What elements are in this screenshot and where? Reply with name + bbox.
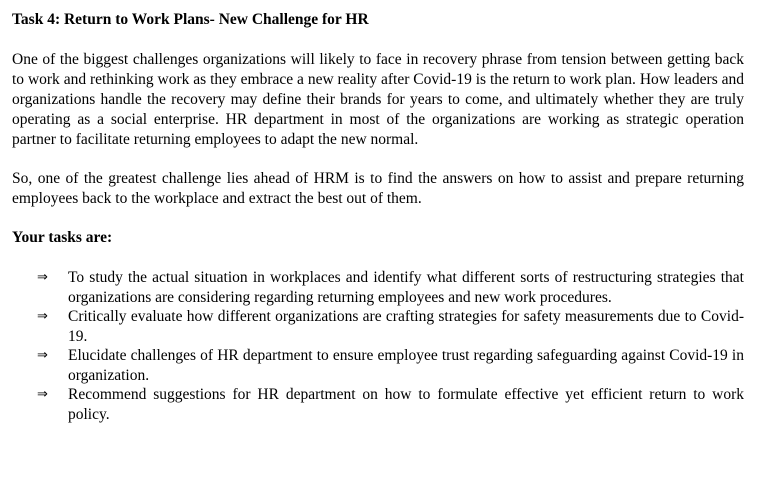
task-text: Elucidate challenges of HR department to ensure employee trust regarding safeguarding against Covid-19 in organization.	[68, 347, 744, 384]
list-item	[12, 346, 744, 385]
arrow-bullet-icon: ⇒	[37, 270, 48, 285]
arrow-bullet-icon: ⇒	[37, 309, 48, 324]
task-text: Recommend suggestions for HR department on how to formulate effective yet efficient return to work policy.	[68, 386, 744, 423]
intro-paragraph: One of the biggest challenges organizations will likely to face in recovery phrase from tension between getting back to work and rethinking work as they embrace a new reality after Covid-19 is the return to work plan. How leaders and organizations handle the recovery may define their brands for years to come, and ultimately whether they are truly operating as a social enterprise. HR department in most of the organizations are working as strategic operation partner to facilitate returning employees to adapt the new normal.	[12, 51, 744, 148]
task-text: To study the actual situation in workplaces and identify what different sorts of restructuring strategies that organizations are considering regarding returning employees and new work procedures.	[68, 269, 744, 306]
list-item	[12, 385, 744, 424]
task-title: Task 4: Return to Work Plans- New Challenge for HR	[12, 11, 369, 28]
task-text: Critically evaluate how different organizations are crafting strategies for safety measurements due to Covid-19.	[68, 308, 744, 345]
arrow-bullet-icon: ⇒	[37, 387, 48, 402]
list-item	[12, 268, 744, 307]
arrow-bullet-icon: ⇒	[37, 348, 48, 363]
list-item	[12, 307, 744, 346]
document-page	[12, 10, 744, 424]
task-list	[12, 268, 744, 424]
challenge-paragraph: So, one of the greatest challenge lies ahead of HRM is to find the answers on how to assist and prepare returning employees back to the workplace and extract the best out of them.	[12, 170, 744, 207]
tasks-heading: Your tasks are:	[12, 229, 113, 246]
